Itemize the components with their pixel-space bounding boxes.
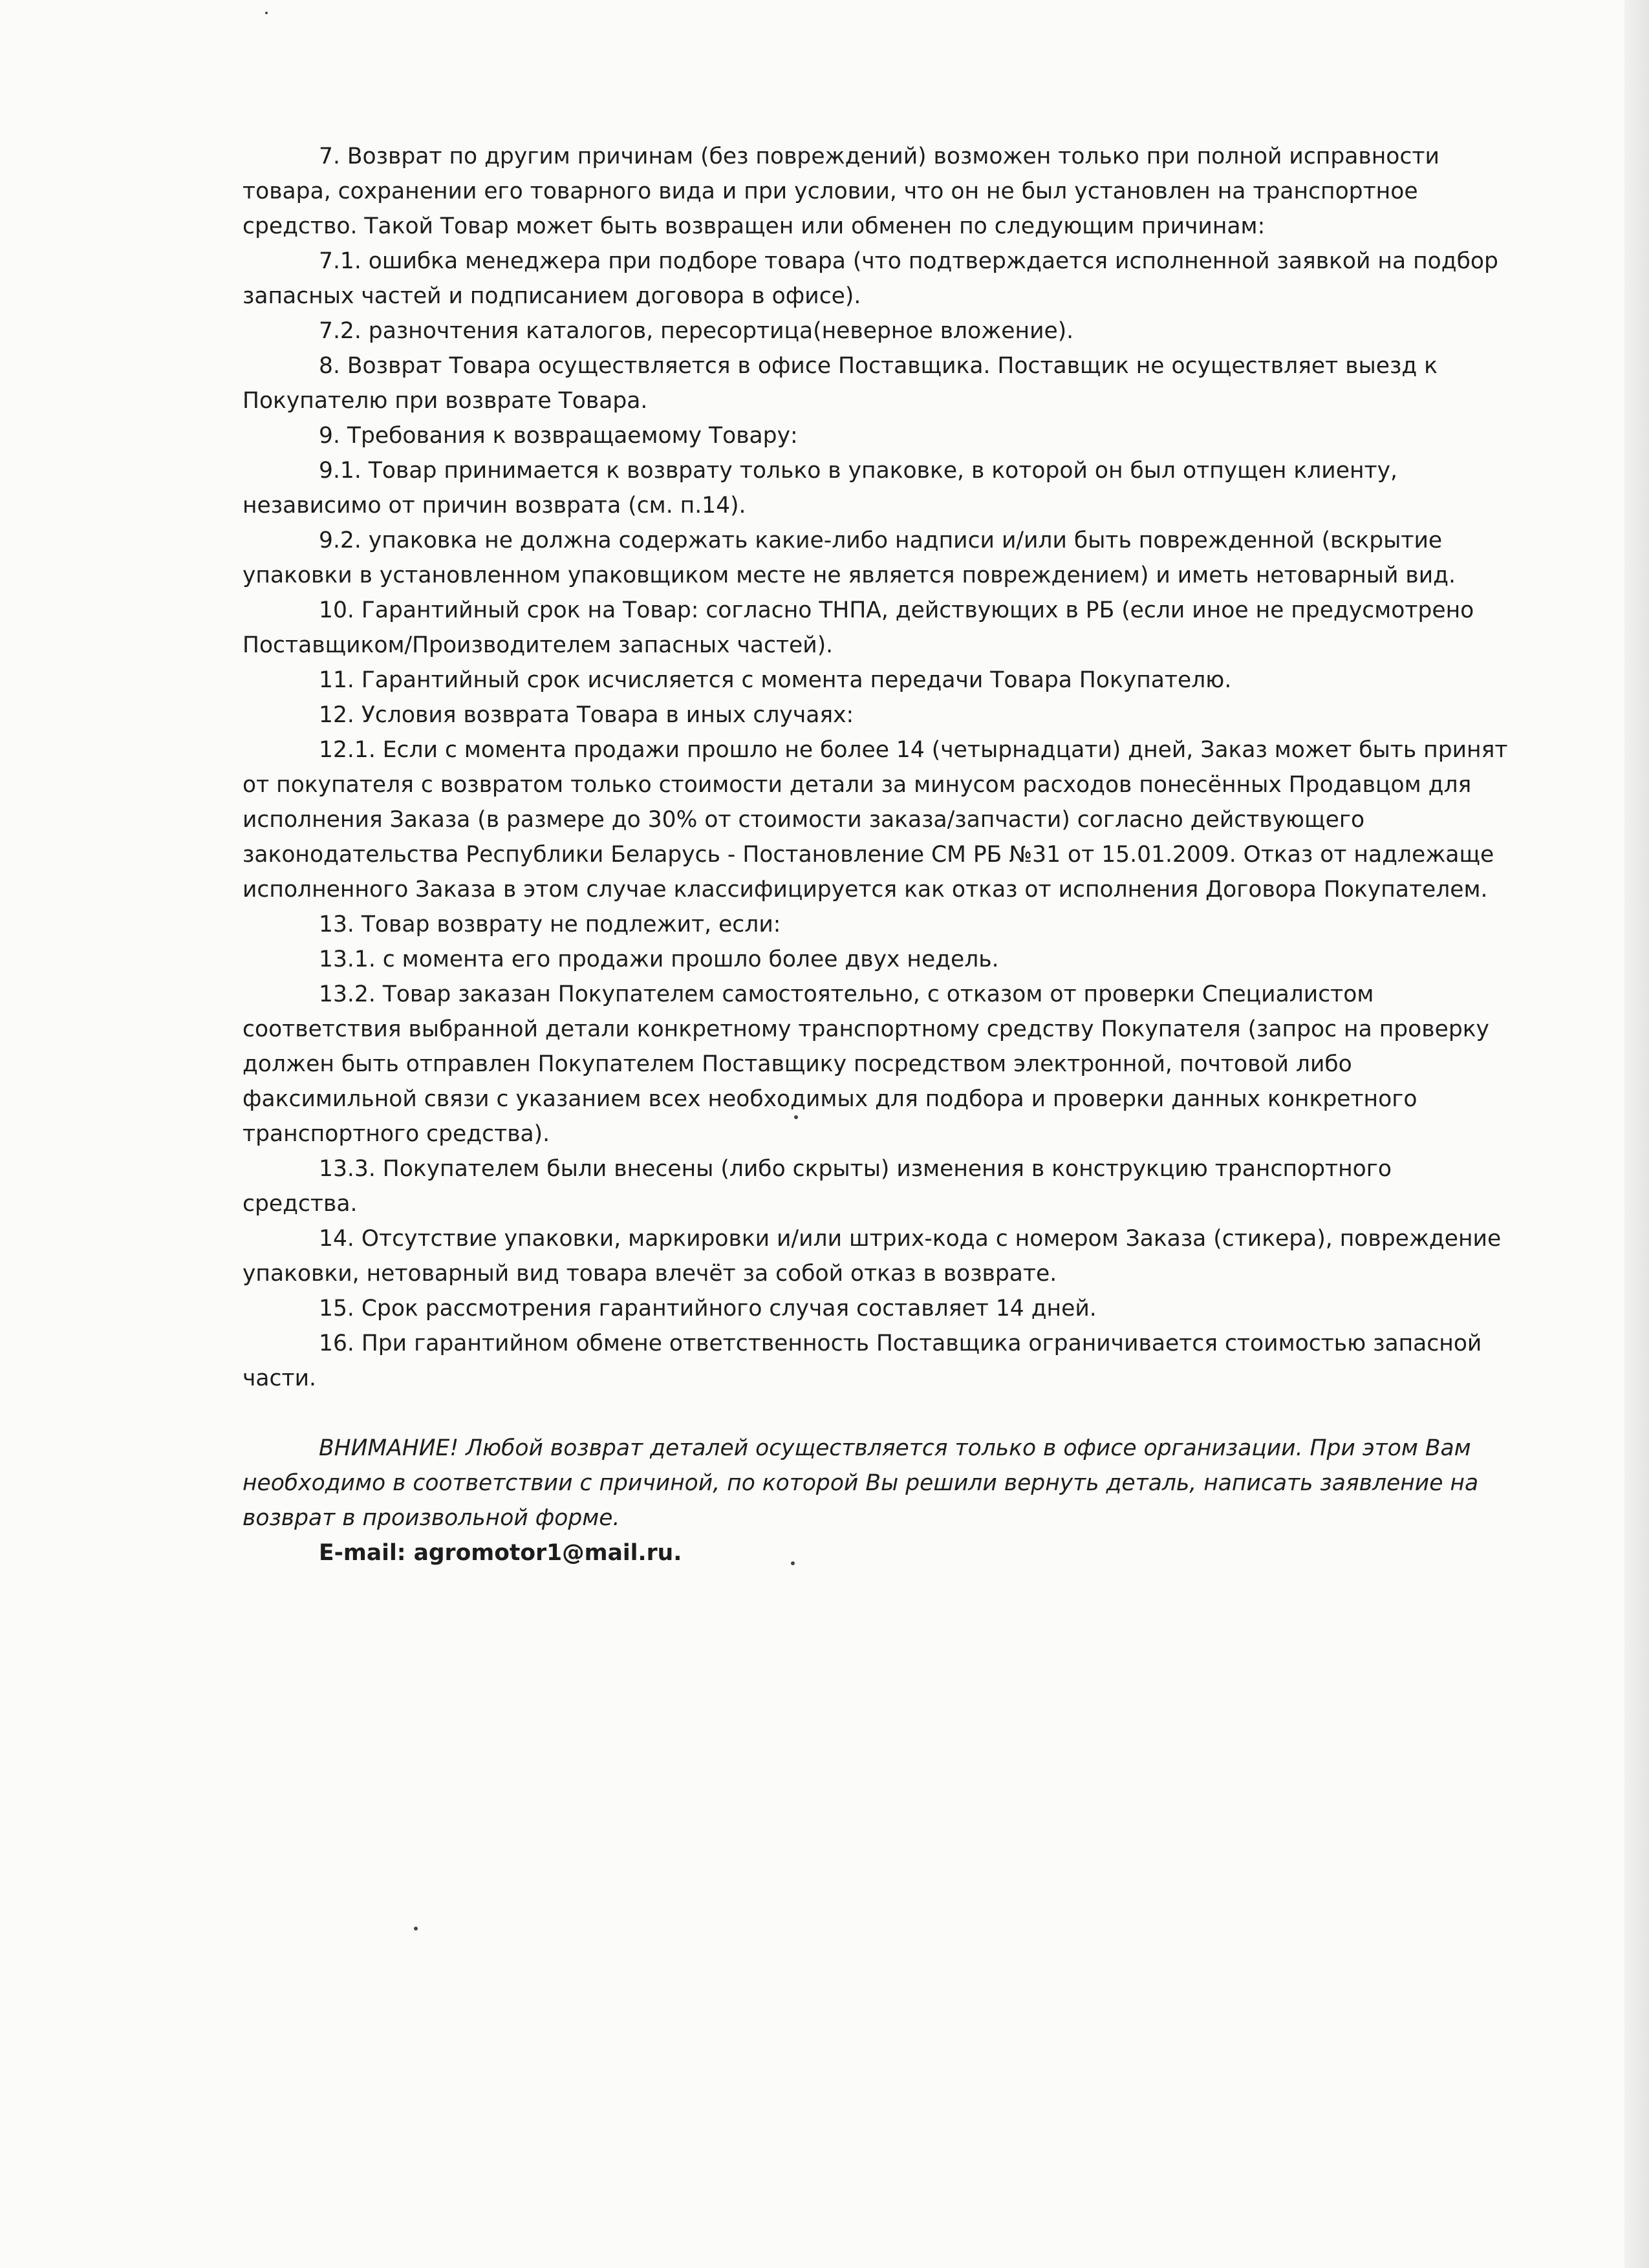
paragraph-9: 9. Требования к возвращаемому Товару: [319, 423, 798, 449]
paragraph-9-2: 9.2. упаковка не должна содержать какие-либо надписи и/или быть поврежденной (вскрытие упаковки в установленном упаковщиком месте не является повреждением) и иметь нетоварный вид. [242, 528, 1456, 588]
document-body [242, 139, 1510, 1570]
scan-speck [265, 12, 268, 14]
paragraph-9-1: 9.1. Товар принимается к возврату только в упаковке, в которой он был отпущен клиенту, независимо от причин возврата (см. п.14). [242, 458, 1397, 519]
paragraph-12-1: 12.1. Если с момента продажи прошло не более 14 (четырнадцати) дней, Заказ может быть принят от покупателя с возвратом только стоимости детали за минусом расходов понесённых Продавцом для исполнения Заказа (в размере до 30% от стоимости заказа/запчасти) согласно действующего законодательства Республики Беларусь - Постановление СМ РБ №31 от 15.01.2009. Отказ от надлежаще исполненного Заказа в этом случае классифицируется как отказ от исполнения Договора Покупателем. [242, 737, 1508, 903]
contact-email: E-mail: agromotor1@mail.ru. [319, 1540, 682, 1566]
paragraph-7-2: 7.2. разночтения каталогов, пересортица(неверное вложение). [319, 318, 1074, 344]
paragraph-10: 10. Гарантийный срок на Товар: согласно ТНПА, действующих в РБ (если иное не предусмотрено Поставщиком/Производителем запасных частей). [242, 597, 1474, 658]
paragraph-16: 16. При гарантийном обмене ответственность Поставщика ограничивается стоимостью запасной части. [242, 1331, 1482, 1391]
paragraph-7: 7. Возврат по другим причинам (без повреждений) возможен только при полной исправности товара, сохранении его товарного вида и при условии, что он не был установлен на транспортное средство. Такой Товар может быть возвращен или обменен по следующим причинам: [242, 144, 1439, 239]
scan-edge-shadow [1624, 0, 1649, 2268]
paragraph-13-1: 13.1. с момента его продажи прошло более двух недель. [319, 947, 999, 972]
paragraph-13-3: 13.3. Покупателем были внесены (либо скрыты) изменения в конструкцию транспортного средства. [242, 1156, 1392, 1217]
paragraph-12: 12. Условия возврата Товара в иных случаях: [319, 702, 854, 728]
paragraph-15: 15. Срок рассмотрения гарантийного случая составляет 14 дней. [319, 1296, 1097, 1321]
paragraph-8: 8. Возврат Товара осуществляется в офисе Поставщика. Поставщик не осуществляет выезд к Покупателю при возврате Товара. [242, 353, 1438, 414]
scan-speck [794, 1115, 798, 1119]
paragraph-13-2: 13.2. Товар заказан Покупателем самостоятельно, с отказом от проверки Специалистом соответствия выбранной детали конкретному транспортному средству Покупателя (запрос на проверку должен быть отправлен Покупателем Поставщику посредством электронной, почтовой либо факсимильной связи с указанием всех необходимых для подбора и проверки данных конкретного транспортного средства). [242, 981, 1489, 1147]
paragraph-14: 14. Отсутствие упаковки, маркировки и/или штрих-кода с номером Заказа (стикера), повреждение упаковки, нетоварный вид товара влечёт за собой отказ в возврате. [242, 1226, 1502, 1287]
spacer [242, 1396, 1510, 1431]
scan-speck [791, 1561, 795, 1565]
paragraph-11: 11. Гарантийный срок исчисляется с момента передачи Товара Покупателю. [319, 667, 1232, 693]
notice-text: ВНИМАНИЕ! Любой возврат деталей осуществляется только в офисе организации. При этом Вам необходимо в соответствии с причиной, по которой Вы решили вернуть деталь, написать заявление на возврат в произвольной форме. [242, 1435, 1479, 1531]
paragraph-13: 13. Товар возврату не подлежит, если: [319, 912, 781, 937]
paragraph-7-1: 7.1. ошибка менеджера при подборе товара (что подтверждается исполненной заявкой на подбор запасных частей и подписанием договора в офисе). [242, 248, 1498, 309]
scan-speck [414, 1927, 418, 1931]
